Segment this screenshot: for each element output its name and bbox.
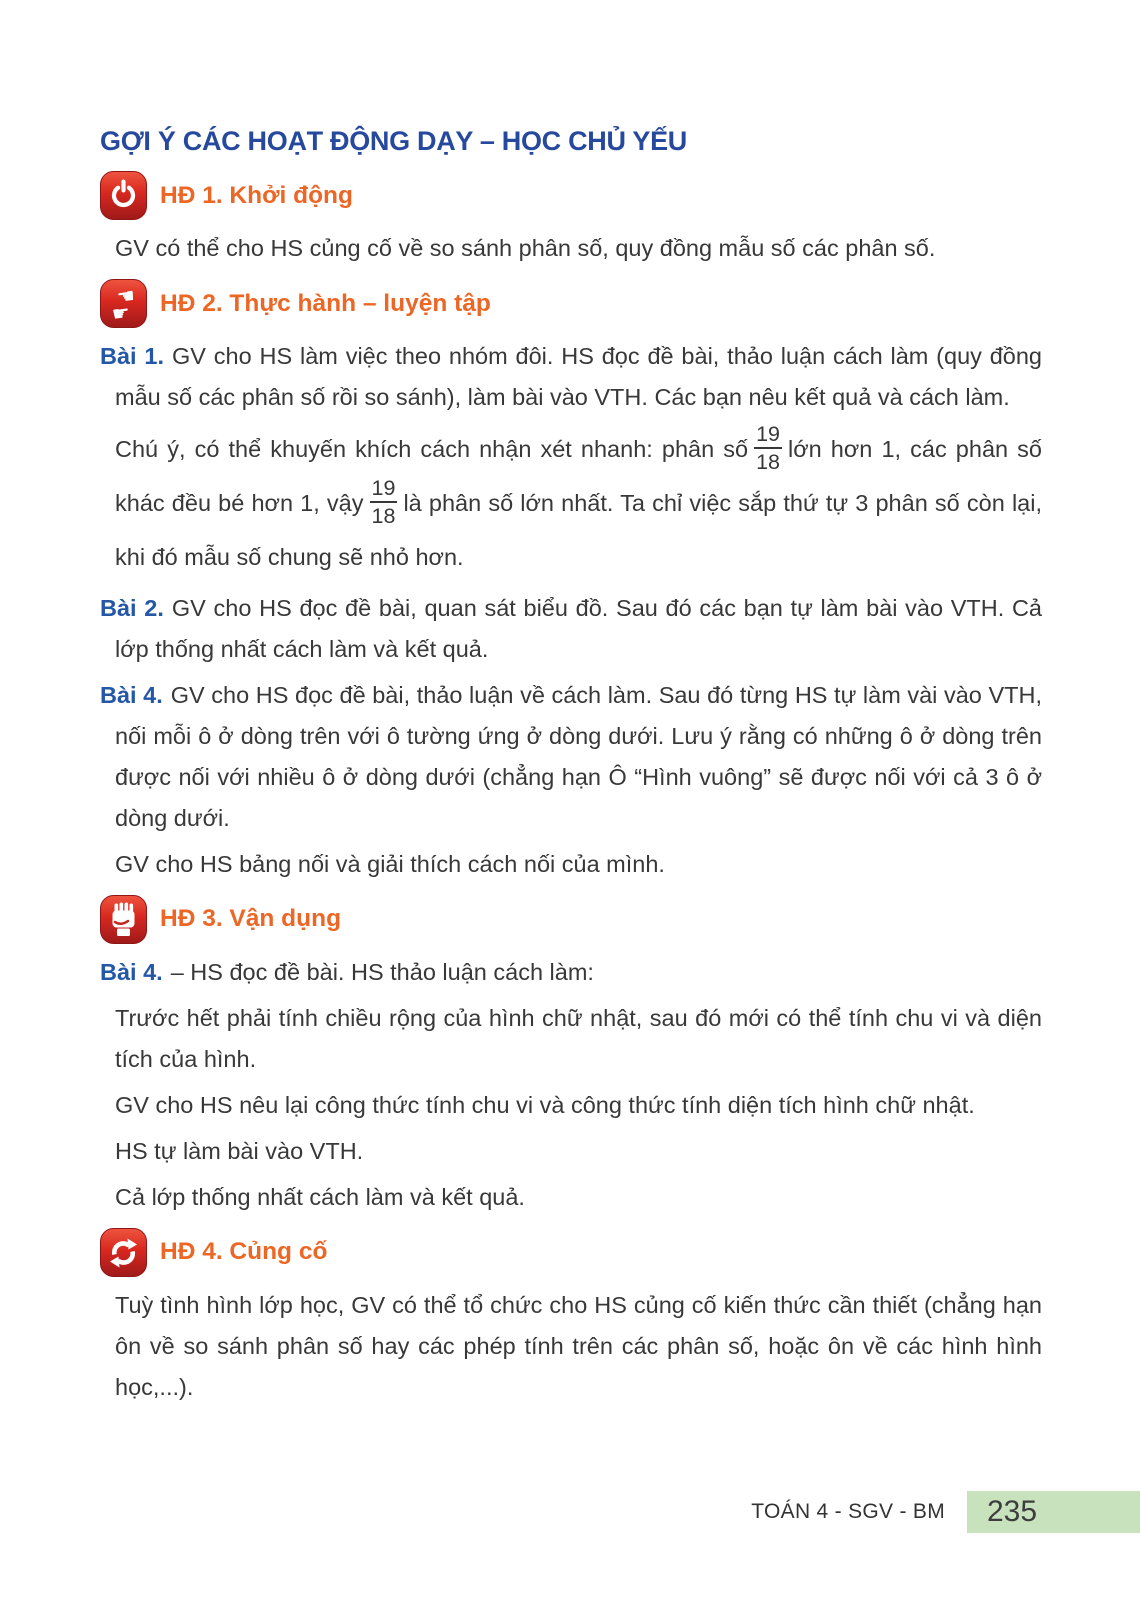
exercise-bai4-apply xyxy=(100,952,1042,993)
activity-heading-3 xyxy=(100,895,1042,944)
exercise-label: Bài 2. xyxy=(100,594,164,621)
page-content xyxy=(100,126,1042,1413)
exercise-text: GV cho HS đọc đề bài, quan sát biểu đồ. Sau đó các bạn tự làm bài vào VTH. Cả lớp thống nhất cách làm và kết quả. xyxy=(115,594,1042,662)
page-number: 235 xyxy=(987,1495,1038,1528)
activity-heading-1 xyxy=(100,171,1042,220)
exercise-bai2 xyxy=(100,588,1042,670)
fraction-denominator: 18 xyxy=(371,503,396,528)
cung-co-paragraph: Tuỳ tình hình lớp học, GV có thể tổ chức cho HS củng cố kiến thức cần thiết (chẳng hạn ôn về so sánh phân số hay các phép tính trên các phân số, hoặc ôn về các hình hình học,...). xyxy=(115,1291,1042,1400)
fraction xyxy=(370,476,398,528)
warmup-paragraph: GV có thể cho HS củng cố về so sánh phân số, quy đồng mẫu số các phân số. xyxy=(115,235,936,261)
exercise-text: GV cho HS đọc đề bài, thảo luận về cách làm. Sau đó từng HS tự làm vài vào VTH, nối mỗi ô ở dòng trên với ô tường ứng ở dòng dưới. Lưu ý rằng có những ô ở dòng trên được nối với nhiều ô ở dòng dưới (chẳng hạn Ô “Hình vuông” sẽ được nối với cả 3 ô ở dòng dưới. xyxy=(115,681,1043,831)
exercise-label: Bài 4. xyxy=(100,958,163,985)
cong-thuc-paragraph: GV cho HS nêu lại công thức tính chu vi và công thức tính diện tích hình chữ nhật. xyxy=(115,1091,975,1118)
activity-title: HĐ 3. Vận dụng xyxy=(160,905,342,933)
note-text-1: Chú ý, có thể khuyến khích cách nhận xét nhanh: phân số xyxy=(115,436,749,462)
hands-icon xyxy=(100,279,147,328)
svg-text:☚: ☚ xyxy=(115,282,137,310)
activity-title: HĐ 1. Khởi động xyxy=(160,181,353,209)
activity-heading-4 xyxy=(100,1228,1042,1277)
svg-text:☛: ☛ xyxy=(110,299,132,327)
truoc-het-paragraph: Trước hết phải tính chiều rộng của hình chữ nhật, sau đó mới có thể tính chu vi và diện tích của hình. xyxy=(115,1004,1042,1072)
exercise-text: GV cho HS làm việc theo nhóm đôi. HS đọc đề bài, thảo luận cách làm (quy đồng mẫu số các phân số rồi so sánh), làm bài vào VTH. Các bạn nêu kết quả và cách làm. xyxy=(115,343,1043,410)
tu-lam-paragraph: HS tự làm bài vào VTH. xyxy=(115,1137,364,1164)
book-label: TOÁN 4 - SGV - BM xyxy=(751,1500,945,1523)
exercise-text: – HS đọc đề bài. HS thảo luận cách làm: xyxy=(170,958,594,985)
note-text-3: là phân số lớn nhất. Ta chỉ việc sắp thứ tự 3 phân số còn lại, khi đó mẫu số chung sẽ nhỏ hơn. xyxy=(115,489,1042,570)
page-footer xyxy=(0,1491,1140,1533)
exercise-bai4-practice xyxy=(100,675,1042,839)
exercise-label: Bài 4. xyxy=(100,681,163,708)
fraction-denominator: 18 xyxy=(756,449,781,474)
fist-icon xyxy=(100,895,147,944)
activity-heading-2 xyxy=(100,279,1042,328)
thong-nhat-paragraph: Cả lớp thống nhất cách làm và kết quả. xyxy=(115,1183,525,1210)
power-icon xyxy=(100,171,147,220)
exercise-bai1 xyxy=(100,336,1042,418)
fraction xyxy=(754,422,782,474)
note-text-2: lớn hơn 1, các phân số khác đều bé hơn 1, vậy xyxy=(115,436,1042,516)
fraction-numerator: 19 xyxy=(370,476,398,503)
activity-title: HĐ 2. Thực hành – luyện tập xyxy=(160,289,491,317)
activity-title: HĐ 4. Củng cố xyxy=(160,1238,328,1266)
page-title: GỢI Ý CÁC HOẠT ĐỘNG DẠY – HỌC CHỦ YẾU xyxy=(100,126,688,156)
refresh-icon xyxy=(100,1228,147,1277)
page-number-box xyxy=(967,1491,1140,1533)
bang-noi-paragraph: GV cho HS bảng nối và giải thích cách nối của mình. xyxy=(115,850,665,877)
note-paragraph xyxy=(115,423,1042,583)
fraction-numerator: 19 xyxy=(754,422,782,449)
exercise-label: Bài 1. xyxy=(100,343,165,369)
